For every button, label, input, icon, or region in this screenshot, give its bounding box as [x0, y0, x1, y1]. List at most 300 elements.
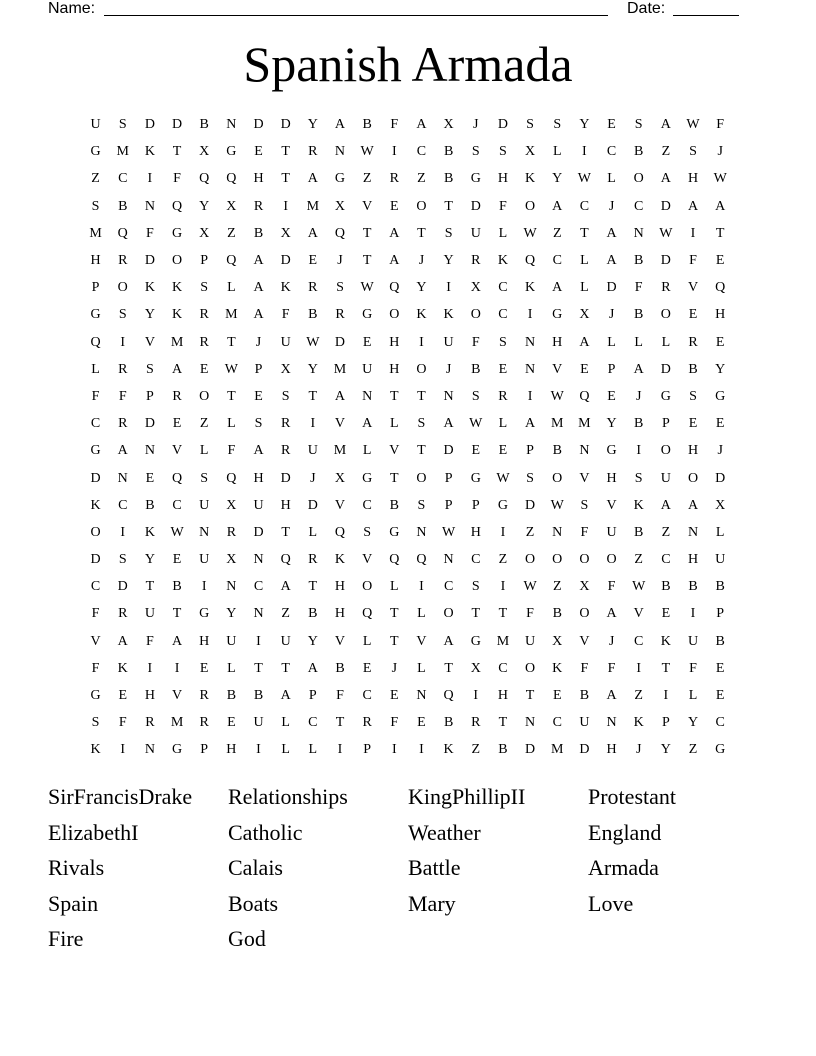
- grid-cell: B: [552, 443, 562, 459]
- grid-cell: P: [91, 280, 100, 296]
- grid-cell: K: [90, 497, 101, 513]
- grid-cell: H: [389, 334, 400, 350]
- grid-cell: W: [224, 361, 238, 377]
- word-bank-item: Fire: [48, 926, 84, 952]
- grid-cell: L: [552, 144, 562, 160]
- grid-cell: T: [661, 660, 671, 676]
- grid-cell: G: [90, 144, 101, 160]
- grid-cell: R: [199, 307, 209, 323]
- grid-cell: N: [606, 715, 617, 731]
- grid-cell: A: [579, 334, 590, 350]
- grid-cell: L: [227, 280, 236, 296]
- grid-row: [82, 464, 734, 491]
- word-bank-item: God: [228, 926, 266, 952]
- grid-cell: F: [580, 524, 589, 540]
- grid-cell: Z: [552, 225, 562, 241]
- grid-cell: M: [170, 334, 184, 350]
- grid-cell: Y: [199, 198, 210, 214]
- grid-cell: B: [688, 361, 698, 377]
- grid-cell: Y: [687, 715, 699, 731]
- grid-cell: G: [497, 497, 508, 513]
- grid-cell: Q: [389, 552, 400, 568]
- grid-cell: E: [498, 443, 508, 459]
- grid-cell: E: [199, 660, 209, 676]
- grid-cell: W: [713, 171, 727, 187]
- grid-cell: D: [470, 198, 481, 214]
- grid-cell: Y: [307, 633, 318, 649]
- grid-cell: K: [552, 660, 563, 676]
- grid-cell: N: [552, 524, 563, 540]
- grid-cell: Z: [634, 688, 643, 704]
- grid-cell: O: [579, 606, 590, 622]
- grid-cell: J: [717, 443, 723, 459]
- grid-cell: C: [552, 715, 562, 731]
- grid-row: [82, 736, 734, 763]
- grid-cell: G: [606, 443, 617, 459]
- grid-row: [82, 356, 734, 383]
- grid-cell: R: [199, 715, 209, 731]
- grid-cell: E: [688, 416, 698, 432]
- grid-cell: A: [606, 688, 617, 704]
- grid-cell: L: [580, 253, 589, 269]
- grid-cell: K: [144, 524, 155, 540]
- name-line: [104, 15, 608, 16]
- grid-cell: A: [606, 606, 617, 622]
- grid-row: [82, 600, 734, 627]
- grid-cell: C: [498, 280, 508, 296]
- grid-cell: E: [715, 253, 725, 269]
- grid-cell: W: [496, 470, 510, 486]
- grid-cell: D: [144, 117, 155, 133]
- grid-cell: D: [525, 742, 536, 758]
- grid-cell: T: [444, 198, 453, 214]
- grid-cell: Y: [307, 117, 318, 133]
- grid-cell: G: [715, 388, 726, 404]
- word-bank-item: ElizabethI: [48, 819, 139, 845]
- grid-cell: O: [633, 171, 644, 187]
- grid-cell: Y: [715, 361, 726, 377]
- grid-cell: L: [227, 416, 236, 432]
- word-bank-item: Relationships: [228, 784, 348, 809]
- grid-cell: E: [390, 198, 399, 214]
- grid-cell: L: [362, 443, 372, 459]
- grid-cell: S: [526, 470, 534, 486]
- grid-cell: T: [498, 715, 508, 731]
- grid-cell: Y: [660, 742, 671, 758]
- grid-cell: K: [416, 307, 427, 323]
- word-bank: [48, 779, 768, 957]
- grid-cell: R: [118, 361, 128, 377]
- grid-cell: T: [254, 660, 263, 676]
- grid-cell: J: [310, 470, 316, 486]
- grid-cell: H: [90, 253, 101, 269]
- grid-cell: F: [145, 225, 154, 241]
- word-bank-item: Calais: [228, 855, 283, 881]
- grid-cell: E: [661, 606, 671, 622]
- grid-cell: W: [686, 117, 700, 133]
- grid-cell: F: [118, 715, 127, 731]
- grid-row: [82, 519, 734, 546]
- grid-cell: L: [607, 171, 616, 187]
- grid-cell: G: [470, 470, 481, 486]
- grid-cell: S: [417, 416, 426, 432]
- grid-cell: K: [443, 742, 454, 758]
- grid-cell: G: [334, 171, 346, 187]
- grid-cell: S: [336, 280, 344, 296]
- grid-cell: V: [389, 443, 400, 459]
- grid-cell: W: [170, 524, 184, 540]
- grid-cell: U: [443, 334, 454, 350]
- grid-cell: R: [471, 253, 481, 269]
- grid-cell: G: [226, 144, 237, 160]
- grid-cell: Z: [471, 742, 481, 758]
- grid-cell: V: [171, 443, 183, 459]
- grid-cell: B: [172, 579, 182, 595]
- grid-cell: P: [254, 361, 263, 377]
- grid-cell: Q: [334, 524, 346, 540]
- grid-cell: F: [281, 307, 290, 323]
- grid-cell: U: [226, 633, 237, 649]
- grid-cell: F: [607, 579, 616, 595]
- grid-cell: A: [552, 198, 563, 214]
- grid-cell: C: [579, 198, 590, 214]
- grid-row: [82, 709, 734, 736]
- grid-cell: S: [281, 388, 290, 404]
- grid-cell: S: [417, 497, 426, 513]
- grid-cell: P: [471, 497, 480, 513]
- grid-cell: S: [499, 334, 507, 350]
- grid-cell: S: [118, 552, 127, 568]
- grid-cell: C: [443, 579, 454, 595]
- grid-cell: J: [635, 388, 642, 404]
- grid-cell: T: [417, 225, 426, 241]
- grid-cell: M: [116, 144, 129, 160]
- grid-cell: A: [253, 253, 264, 269]
- grid-cell: O: [90, 524, 101, 540]
- grid-cell: M: [551, 742, 564, 758]
- grid-cell: L: [308, 742, 318, 758]
- grid-cell: G: [171, 742, 183, 758]
- grid-cell: R: [308, 280, 318, 296]
- grid-cell: F: [118, 388, 127, 404]
- grid-cell: A: [171, 633, 183, 649]
- grid-cell: U: [715, 552, 726, 568]
- grid-cell: W: [577, 171, 591, 187]
- grid-cell: I: [527, 388, 533, 404]
- grid-cell: F: [390, 715, 399, 731]
- grid-cell: L: [199, 443, 209, 459]
- grid-cell: X: [470, 280, 481, 296]
- grid-cell: D: [715, 470, 726, 486]
- grid-cell: U: [144, 606, 155, 622]
- grid-cell: R: [281, 443, 291, 459]
- grid-cell: L: [390, 579, 399, 595]
- grid-cell: U: [687, 633, 699, 649]
- grid-cell: D: [253, 524, 264, 540]
- grid-cell: A: [416, 117, 427, 133]
- grid-cell: U: [199, 552, 210, 568]
- grid-cell: E: [471, 443, 481, 459]
- grid-cell: B: [226, 688, 237, 704]
- grid-cell: D: [606, 280, 617, 296]
- grid-cell: H: [226, 742, 237, 758]
- grid-cell: W: [360, 280, 374, 296]
- grid-cell: H: [687, 171, 699, 187]
- grid-cell: A: [660, 497, 671, 513]
- grid-cell: X: [199, 225, 210, 241]
- grid-cell: A: [606, 253, 617, 269]
- grid-cell: Z: [552, 579, 562, 595]
- grid-cell: A: [715, 198, 726, 214]
- grid-cell: J: [608, 307, 615, 323]
- grid-cell: T: [498, 606, 508, 622]
- grid-cell: D: [171, 117, 183, 133]
- word-bank-item: Weather: [408, 819, 481, 845]
- grid-cell: Y: [443, 253, 454, 269]
- word-bank-item: SirFrancisDrake: [48, 784, 193, 809]
- grid-cell: N: [443, 552, 454, 568]
- word-bank-item: KingPhillipII: [408, 784, 526, 809]
- grid-cell: W: [442, 524, 456, 540]
- grid-cell: B: [498, 742, 508, 758]
- grid-cell: Q: [362, 606, 373, 622]
- grid-cell: T: [580, 225, 589, 241]
- grid-cell: Y: [579, 117, 590, 133]
- grid-cell: U: [525, 633, 536, 649]
- grid-cell: I: [663, 688, 669, 704]
- grid-cell: T: [308, 388, 318, 404]
- grid-cell: H: [334, 579, 346, 595]
- grid-cell: N: [199, 524, 210, 540]
- grid-cell: I: [636, 443, 642, 459]
- grid-cell: B: [308, 606, 318, 622]
- grid-cell: B: [335, 660, 345, 676]
- grid-cell: D: [280, 117, 291, 133]
- grid-cell: B: [308, 307, 318, 323]
- grid-row: [82, 193, 734, 220]
- grid-cell: H: [280, 497, 291, 513]
- grid-cell: R: [145, 715, 155, 731]
- grid-cell: Q: [226, 171, 237, 187]
- grid-cell: A: [443, 416, 454, 432]
- grid-cell: S: [580, 497, 589, 513]
- grid-cell: V: [171, 688, 183, 704]
- grid-cell: R: [226, 524, 237, 540]
- grid-cell: B: [661, 579, 671, 595]
- grid-cell: O: [606, 552, 617, 568]
- grid-cell: Z: [634, 552, 643, 568]
- grid-cell: B: [443, 144, 454, 160]
- grid-cell: I: [419, 579, 424, 595]
- grid-cell: B: [253, 225, 264, 241]
- grid-cell: A: [307, 225, 318, 241]
- grid-cell: N: [362, 388, 373, 404]
- grid-cell: T: [281, 660, 290, 676]
- grid-cell: C: [552, 253, 562, 269]
- grid-cell: X: [226, 198, 237, 214]
- grid-cell: K: [144, 144, 155, 160]
- grid-cell: H: [389, 361, 400, 377]
- grid-cell: A: [389, 225, 400, 241]
- grid-cell: R: [389, 171, 399, 187]
- grid-cell: D: [579, 742, 590, 758]
- grid-cell: N: [144, 443, 155, 459]
- grid-cell: C: [606, 144, 617, 160]
- grid-cell: S: [200, 470, 209, 486]
- grid-cell: G: [660, 388, 671, 404]
- grid-cell: H: [334, 606, 346, 622]
- grid-cell: X: [715, 497, 726, 513]
- grid-cell: N: [525, 361, 536, 377]
- grid-cell: Q: [226, 253, 237, 269]
- grid-cell: G: [362, 470, 373, 486]
- grid-cell: B: [443, 171, 454, 187]
- grid-cell: O: [687, 470, 699, 486]
- grid-cell: P: [444, 470, 453, 486]
- grid-cell: E: [254, 388, 263, 404]
- grid-cell: I: [500, 524, 506, 540]
- grid-cell: W: [360, 144, 374, 160]
- word-bank-item: Rivals: [48, 855, 105, 881]
- grid-cell: F: [634, 280, 643, 296]
- grid-cell: H: [606, 470, 617, 486]
- grid-cell: V: [334, 416, 346, 432]
- grid-cell: T: [390, 388, 399, 404]
- grid-cell: E: [715, 416, 725, 432]
- grid-cell: J: [337, 253, 343, 269]
- grid-cell: I: [419, 742, 424, 758]
- grid-cell: V: [416, 633, 427, 649]
- grid-cell: L: [390, 416, 399, 432]
- grid-cell: R: [118, 606, 128, 622]
- grid-cell: Z: [498, 552, 508, 568]
- grid-cell: N: [687, 524, 699, 540]
- grid-cell: I: [256, 742, 261, 758]
- grid-cell: F: [471, 334, 480, 350]
- grid-cell: F: [689, 253, 697, 269]
- grid-cell: O: [389, 307, 400, 323]
- grid-cell: L: [715, 524, 725, 540]
- grid-cell: S: [118, 307, 127, 323]
- grid-cell: A: [687, 198, 699, 214]
- grid-row: [82, 573, 734, 600]
- grid-row: [82, 274, 734, 301]
- name-label: Name:: [48, 0, 96, 17]
- grid-cell: X: [334, 198, 346, 214]
- grid-cell: J: [608, 633, 615, 649]
- grid-cell: Z: [661, 524, 671, 540]
- grid-cell: O: [171, 253, 183, 269]
- grid-cell: Z: [91, 171, 100, 187]
- grid-cell: I: [636, 660, 642, 676]
- grid-cell: P: [661, 715, 670, 731]
- grid-cell: M: [578, 416, 591, 432]
- grid-cell: H: [687, 552, 699, 568]
- grid-cell: C: [661, 552, 671, 568]
- grid-cell: T: [390, 606, 399, 622]
- grid-cell: S: [91, 715, 100, 731]
- grid-cell: J: [717, 144, 723, 160]
- grid-cell: V: [687, 280, 699, 296]
- grid-row: [82, 655, 734, 682]
- grid-cell: L: [498, 225, 508, 241]
- grid-cell: F: [91, 660, 100, 676]
- grid-cell: B: [688, 579, 698, 595]
- grid-cell: I: [690, 606, 696, 622]
- grid-cell: P: [716, 606, 725, 622]
- grid-cell: S: [634, 117, 643, 133]
- grid-cell: D: [307, 497, 318, 513]
- grid-cell: B: [443, 715, 454, 731]
- grid-cell: C: [90, 416, 101, 432]
- grid-cell: F: [716, 117, 725, 133]
- grid-cell: I: [473, 688, 479, 704]
- grid-cell: B: [634, 307, 644, 323]
- grid-cell: B: [389, 497, 399, 513]
- grid-cell: R: [308, 144, 318, 160]
- grid-cell: S: [118, 117, 127, 133]
- grid-cell: E: [498, 361, 508, 377]
- grid-cell: E: [607, 388, 616, 404]
- grid-cell: U: [470, 225, 481, 241]
- grid-cell: M: [225, 307, 238, 323]
- grid-cell: O: [660, 307, 671, 323]
- grid-cell: U: [280, 334, 291, 350]
- grid-cell: B: [579, 688, 590, 704]
- grid-cell: S: [499, 144, 507, 160]
- grid-cell: G: [715, 742, 726, 758]
- grid-cell: D: [497, 117, 508, 133]
- grid-cell: S: [689, 144, 697, 160]
- grid-cell: O: [416, 361, 427, 377]
- grid-cell: L: [417, 606, 426, 622]
- grid-cell: E: [362, 660, 372, 676]
- grid-cell: T: [172, 144, 182, 160]
- grid-cell: B: [634, 253, 644, 269]
- grid-cell: C: [498, 307, 508, 323]
- grid-cell: O: [552, 552, 563, 568]
- grid-cell: V: [334, 633, 346, 649]
- grid-cell: J: [391, 660, 398, 676]
- grid-cell: C: [416, 144, 427, 160]
- grid-cell: G: [389, 524, 400, 540]
- word-bank-item: Love: [588, 890, 634, 916]
- grid-cell: X: [525, 144, 536, 160]
- grid-row: [82, 492, 734, 519]
- grid-cell: C: [634, 633, 644, 649]
- grid-cell: R: [362, 715, 372, 731]
- grid-cell: L: [634, 334, 643, 350]
- grid-cell: F: [580, 660, 589, 676]
- grid-cell: F: [526, 606, 534, 622]
- grid-cell: L: [281, 742, 290, 758]
- grid-cell: S: [689, 388, 697, 404]
- grid-cell: T: [417, 388, 426, 404]
- grid-cell: I: [690, 225, 696, 241]
- grid-cell: T: [335, 715, 345, 731]
- grid-cell: N: [416, 688, 427, 704]
- grid-cell: Y: [144, 552, 155, 568]
- grid-cell: M: [333, 361, 347, 377]
- grid-cell: T: [417, 443, 426, 459]
- grid-cell: D: [443, 443, 454, 459]
- grid-row: [82, 220, 734, 247]
- word-bank-item: Mary: [408, 890, 456, 916]
- grid-cell: D: [144, 416, 155, 432]
- grid-cell: J: [418, 253, 425, 269]
- grid-cell: A: [280, 688, 291, 704]
- grid-cell: A: [362, 416, 373, 432]
